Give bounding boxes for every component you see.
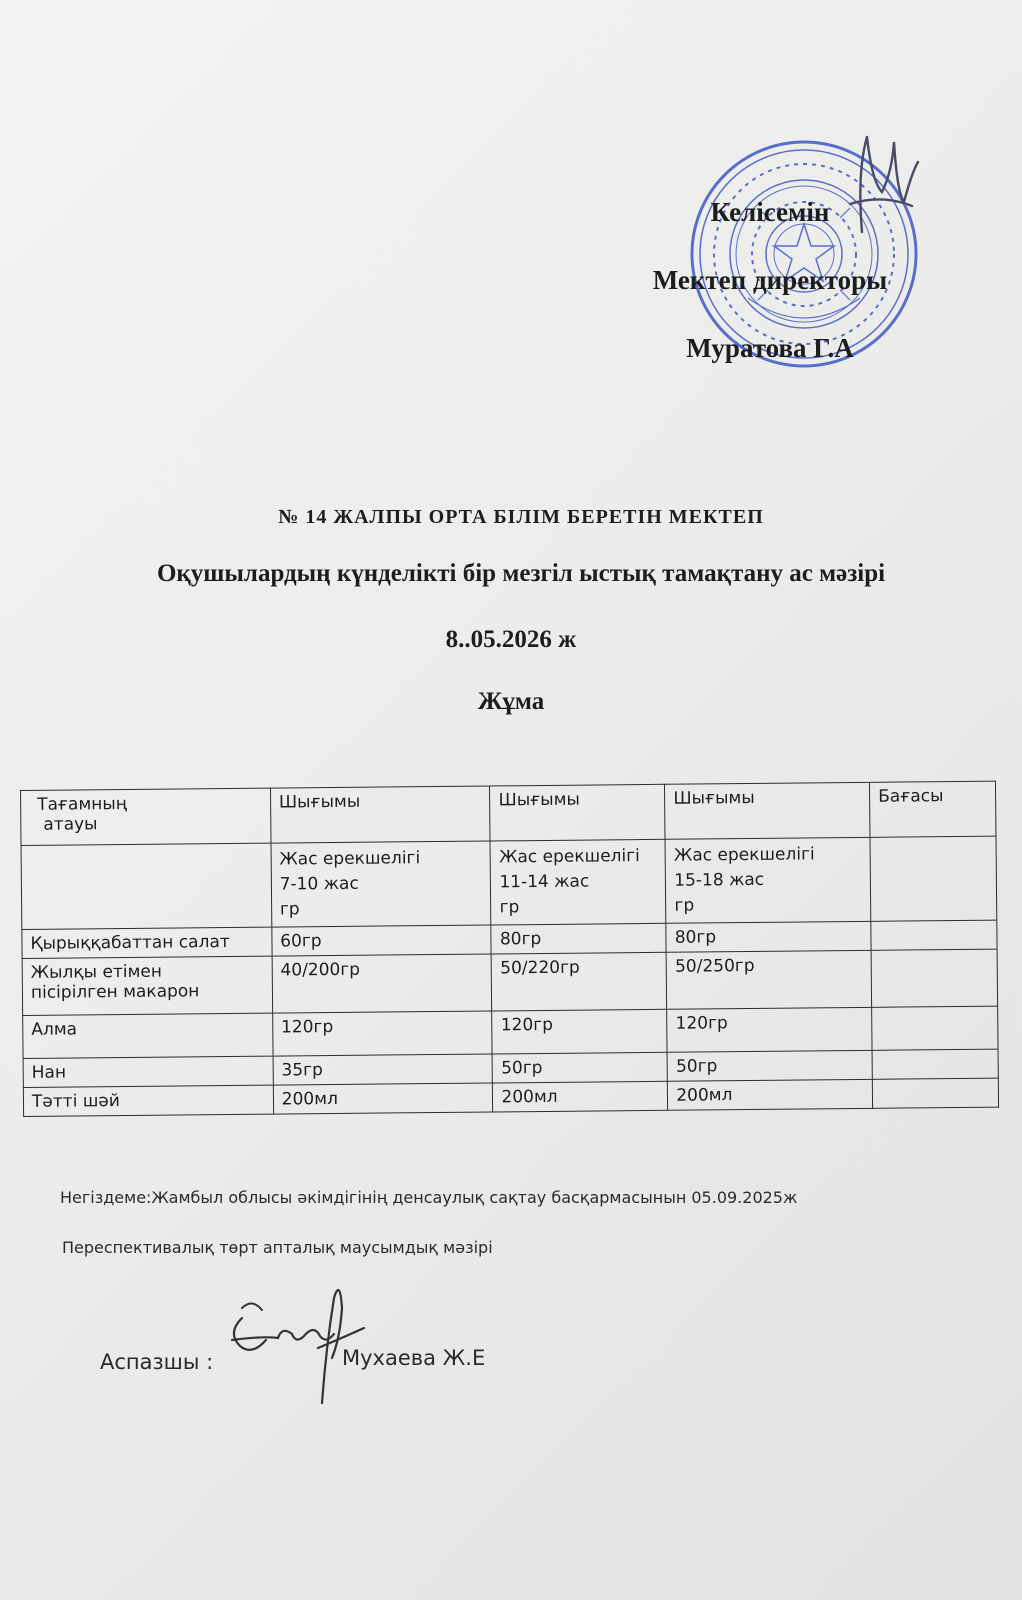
age-group-cell: Жас ерекшелігі 15-18 жас гр [665, 837, 871, 923]
cook-signature [222, 1278, 372, 1408]
dish-name: Қырыққабаттан салат [22, 927, 272, 958]
price-cell [872, 1049, 998, 1079]
yield-cell: 80гр [491, 923, 666, 954]
menu-date: 8..05.2026 ж [445, 626, 577, 653]
yield-cell: 200мл [273, 1083, 493, 1114]
dish-name: Алма [23, 1013, 273, 1058]
table-row [22, 949, 998, 1015]
header-cell: Шығымы [490, 784, 665, 841]
yield-cell: 80гр [666, 921, 871, 952]
table-header-row [21, 781, 996, 845]
yield-cell: 50/250гр [666, 950, 871, 1009]
price-cell [871, 920, 997, 950]
yield-cell: 35гр [273, 1054, 493, 1085]
dish-name: Нан [23, 1056, 273, 1087]
yield-cell: 200мл [493, 1081, 668, 1112]
header-cell [21, 788, 271, 845]
yield-cell: 120гр [492, 1009, 667, 1054]
header-cell: Бағасы [870, 781, 996, 837]
header-dish-line1: Тағамның [37, 793, 128, 815]
age-group-row [21, 836, 997, 929]
cook-name: Мухаева Ж.Е [342, 1346, 486, 1370]
price-cell [872, 1006, 998, 1050]
price-cell [871, 949, 997, 1007]
menu-title: Оқушылардың күнделікті бір мезгіл ыстық тамақтану ас мәзірі [156, 560, 886, 587]
director-title: Мектеп директоры [652, 265, 888, 295]
cook-label: Аспазшы : [100, 1350, 214, 1374]
dish-name: Жылқы етімен пісірілген макарон [22, 956, 272, 1015]
header-dish-line2: атауы [43, 814, 98, 835]
yield-cell: 60гр [272, 925, 492, 956]
prospect-note: Переспективалық төрт апталық маусымдық мәзірі [62, 1238, 493, 1257]
header-cell: Шығымы [270, 786, 490, 843]
basis-note: Негіздеме:Жамбыл облысы әкімдігінің денсаулық сақтау басқармасынын 05.09.2025ж [60, 1188, 798, 1207]
age-group-cell: Жас ерекшелігі 7-10 жас гр [271, 841, 492, 927]
yield-cell: 50гр [667, 1050, 872, 1081]
yield-cell: 40/200гр [272, 954, 492, 1013]
school-name: № 14 ЖАЛПЫ ОРТА БІЛІМ БЕРЕТІН МЕКТЕП [278, 506, 764, 528]
age-cell-empty [870, 836, 997, 921]
director-name: Муратова Г.А [686, 333, 854, 363]
director-signature [842, 132, 922, 242]
dish-name: Тәтті шәй [23, 1085, 273, 1116]
price-cell [872, 1078, 998, 1108]
approval-label: Келісемін [710, 197, 830, 227]
yield-cell: 120гр [272, 1011, 492, 1056]
menu-day: Жұма [477, 688, 545, 715]
yield-cell: 50/220гр [492, 952, 667, 1011]
age-group-cell: Жас ерекшелігі 11-14 жас гр [490, 839, 666, 925]
header-cell: Шығымы [665, 782, 870, 839]
yield-cell: 200мл [668, 1079, 873, 1110]
menu-table [20, 781, 999, 1117]
yield-cell: 120гр [667, 1007, 872, 1052]
age-cell-empty [21, 843, 272, 929]
yield-cell: 50гр [493, 1052, 668, 1083]
